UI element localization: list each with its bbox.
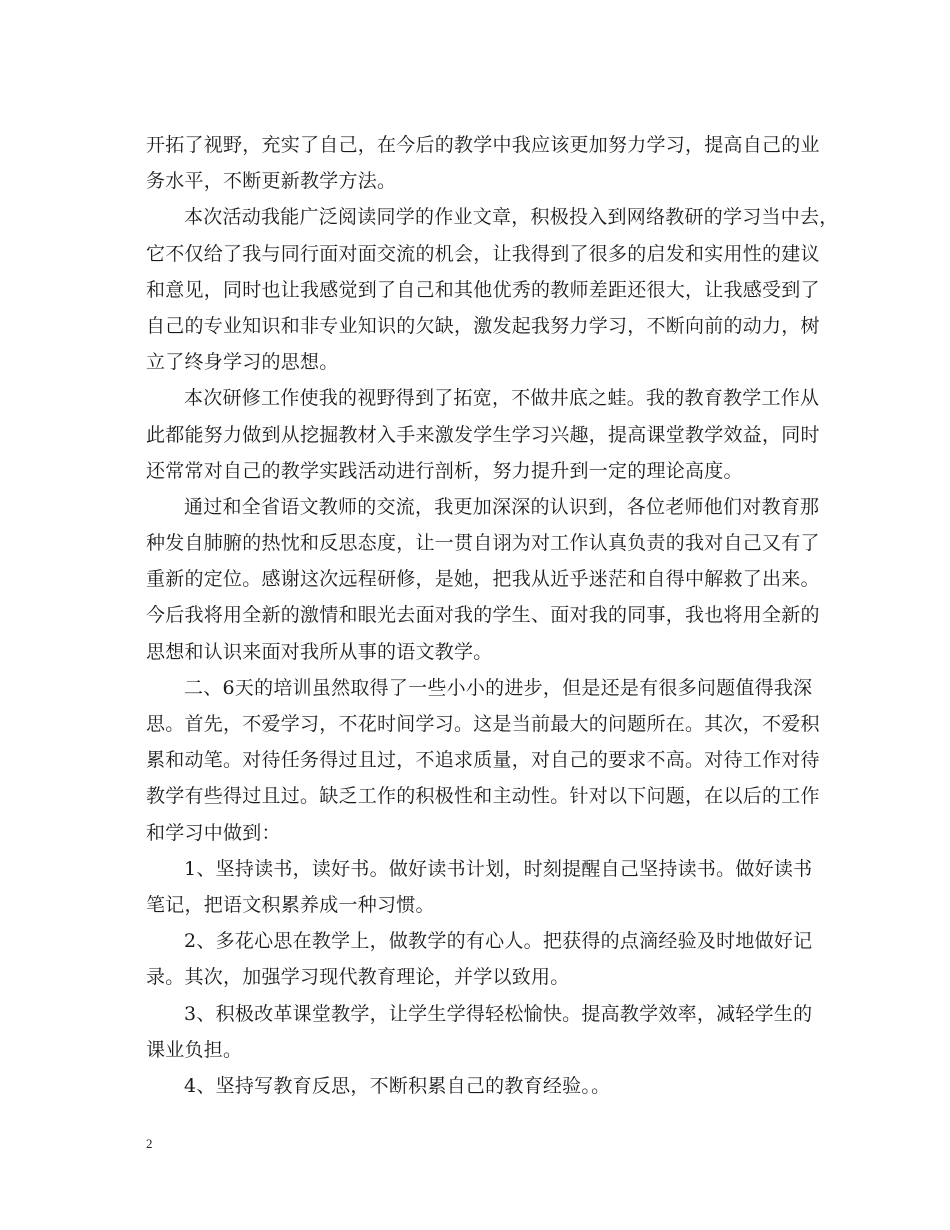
paragraph-first-line: 4、坚持写教育反思，不断积累自己的教育经验。。: [184, 1074, 611, 1097]
document-body: [146, 127, 839, 1104]
paragraph-first-line: 本次活动我能广泛阅读同学的作业文章，积极投入到网络教研的学习当中去，: [184, 206, 839, 229]
paragraph-first-line: 2、多花心思在教学上，做教学的有心人。把获得的点滴经验及时地做好记: [184, 930, 813, 953]
paragraph-first-line: 本次研修工作使我的视野得到了拓宽，不做井底之蛙。我的教育教学工作从: [184, 387, 820, 410]
paragraph-line: 和学习中做到：: [146, 821, 281, 844]
paragraph-line: 开拓了视野，充实了自己，在今后的教学中我应该更加努力学习，提高自己的业: [146, 134, 820, 156]
page-number: 2: [146, 1136, 153, 1151]
paragraph-first-line: 二、6天的培训虽然取得了一些小小的进步，但是还是有很多问题值得我深: [184, 676, 813, 699]
paragraph-line: 种发自肺腑的热忱和反思态度，让一贯自诩为对工作认真负责的我对自己又有了: [146, 532, 820, 555]
paragraph-line: 录。其次，加强学习现代教育理论，并学以致用。: [146, 966, 570, 989]
paragraph-line: 立了终身学习的思想。: [146, 351, 339, 374]
paragraph-line: 务水平，不断更新教学方法。: [146, 170, 397, 193]
paragraph-first-line: 1、坚持读书，读好书。做好读书计划，时刻提醒自己坚持读书。做好读书: [184, 857, 813, 880]
paragraph-line: 教学有些得过且过。缺乏工作的积极性和主动性。针对以下问题，在以后的工作: [146, 785, 820, 808]
paragraph-line: 自己的专业知识和非专业知识的欠缺，激发起我努力学习，不断向前的动力，树: [146, 314, 820, 337]
paragraph-first-line: 3、积极改革课堂教学，让学生学得轻松愉快。提高教学效率，减轻学生的: [184, 1002, 813, 1025]
paragraph-line: 思。首先，不爱学习，不花时间学习。这是当前最大的问题所在。其次，不爱积: [146, 713, 820, 735]
paragraph-line: 笔记，把语文积累养成一种习惯。: [146, 893, 435, 916]
paragraph-line: 它不仅给了我与同行面对面交流的机会，让我得到了很多的启发和实用性的建议: [146, 242, 820, 265]
paragraph-line: 此都能努力做到从挖掘教材入手来激发学生学习兴趣，提高课堂教学效益，同时: [146, 423, 820, 446]
paragraph-line: 思想和认识来面对我所从事的语文教学。: [146, 640, 493, 663]
paragraph-line: 和意见，同时也让我感觉到了自己和其他优秀的教师差距还很大，让我感受到了: [146, 278, 820, 301]
paragraph-line: 累和动笔。对待任务得过且过，不追求质量，对自己的要求不高。对待工作对待: [146, 749, 820, 772]
paragraph-first-line: 通过和全省语文教师的交流，我更加深深的认识到，各位老师他们对教育那: [184, 495, 820, 518]
paragraph-line: 今后我将用全新的激情和眼光去面对我的学生、面对我的同事，我也将用全新的: [146, 604, 820, 627]
paragraph-line: 课业负担。: [146, 1038, 243, 1061]
paragraph-line: 还常常对自己的教学实践活动进行剖析，努力提升到一定的理论高度。: [146, 459, 743, 482]
paragraph-line: 重新的定位。感谢这次远程研修，是她，把我从近乎迷茫和自得中解救了出来。: [146, 568, 820, 591]
